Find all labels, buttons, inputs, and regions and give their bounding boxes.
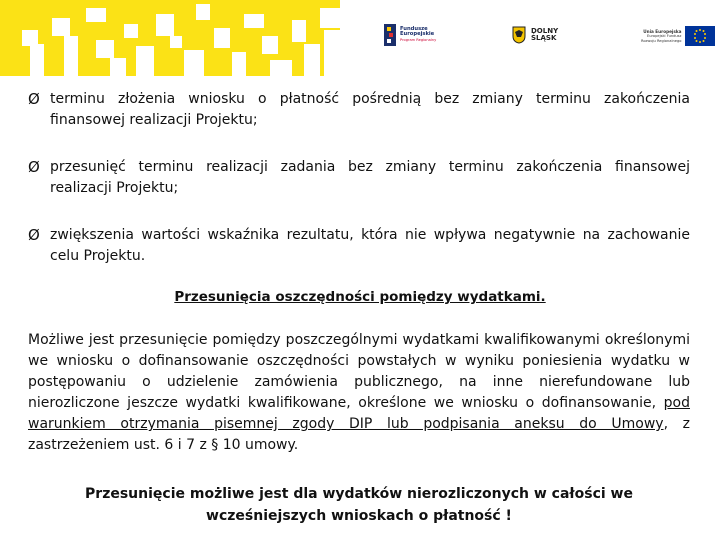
funds-logo-line2: Europejskie — [400, 31, 435, 38]
bullet-text: zwiększenia wartości wskaźnika rezultatu, która nie wpływa negatywnie na zachowanie celu Projektu. — [50, 227, 690, 264]
closing-note: Przesunięcie możliwe jest dla wydatków nierozliczonych w całości we wcześniejszych wnioskach o płatność ! — [85, 486, 633, 524]
eu-logo — [641, 26, 715, 46]
bullet-item — [28, 89, 690, 131]
funds-logo-icon — [384, 24, 396, 46]
bullet-text: terminu złożenia wniosku o płatność pośrednią bez zmiany terminu zakończenia finansowej realizacji Projektu; — [50, 91, 690, 128]
arrow-bullet-icon: Ø — [28, 90, 40, 108]
bullet-item — [28, 157, 690, 199]
funds-logo-line1: Fundusze — [400, 26, 428, 32]
bullet-text: przesunięć terminu realizacji zadania bez zmiany terminu zakończenia finansowej realizacji Projektu; — [50, 159, 690, 196]
region-logo — [512, 26, 558, 44]
funds-logo-line3: Program Regionalny — [400, 38, 437, 43]
eagle-crest-icon — [512, 26, 526, 44]
region-logo-line2: ŚLĄSK — [531, 34, 557, 42]
bullet-item — [28, 225, 690, 267]
header-band — [0, 0, 720, 76]
arrow-bullet-icon: Ø — [28, 226, 40, 244]
eu-logo-line1: Unia Europejska — [643, 28, 682, 34]
section-title — [0, 288, 720, 306]
region-logo-line1: DOLNY — [531, 27, 559, 35]
section-title-text: Przesunięcia oszczędności pomiędzy wydatkami. — [174, 289, 546, 305]
eu-logo-line2: Europejski Fundusz — [646, 34, 682, 39]
paragraph-intro: Możliwe jest przesunięcie pomiędzy poszczególnymi wydatkami kwalifikowanymi określonymi we wniosku o dofinansowanie oszczędności powstałych w wyniku poniesienia wydatku w postępowaniu o udzielenie zamówienia publicznego, na inne nierefundowane lub nierozliczone jeszcze wydatki kwalifikowane, określone we wniosku o dofinansowanie, — [28, 332, 690, 411]
eu-logo-line3: Rozwoju Regionalnego — [641, 38, 682, 43]
paragraph-condition: pod warunkiem otrzymania pisemnej zgody DIP lub podpisania aneksu do Umowy — [28, 395, 690, 432]
paragraph-end: , z zastrzeżeniem ust. 6 i 7 z § 10 umowy. — [28, 416, 691, 453]
arrow-bullet-icon: Ø — [28, 158, 40, 176]
section-paragraph — [28, 330, 690, 456]
funds-logo — [384, 24, 436, 46]
eu-flag-icon — [685, 26, 715, 46]
